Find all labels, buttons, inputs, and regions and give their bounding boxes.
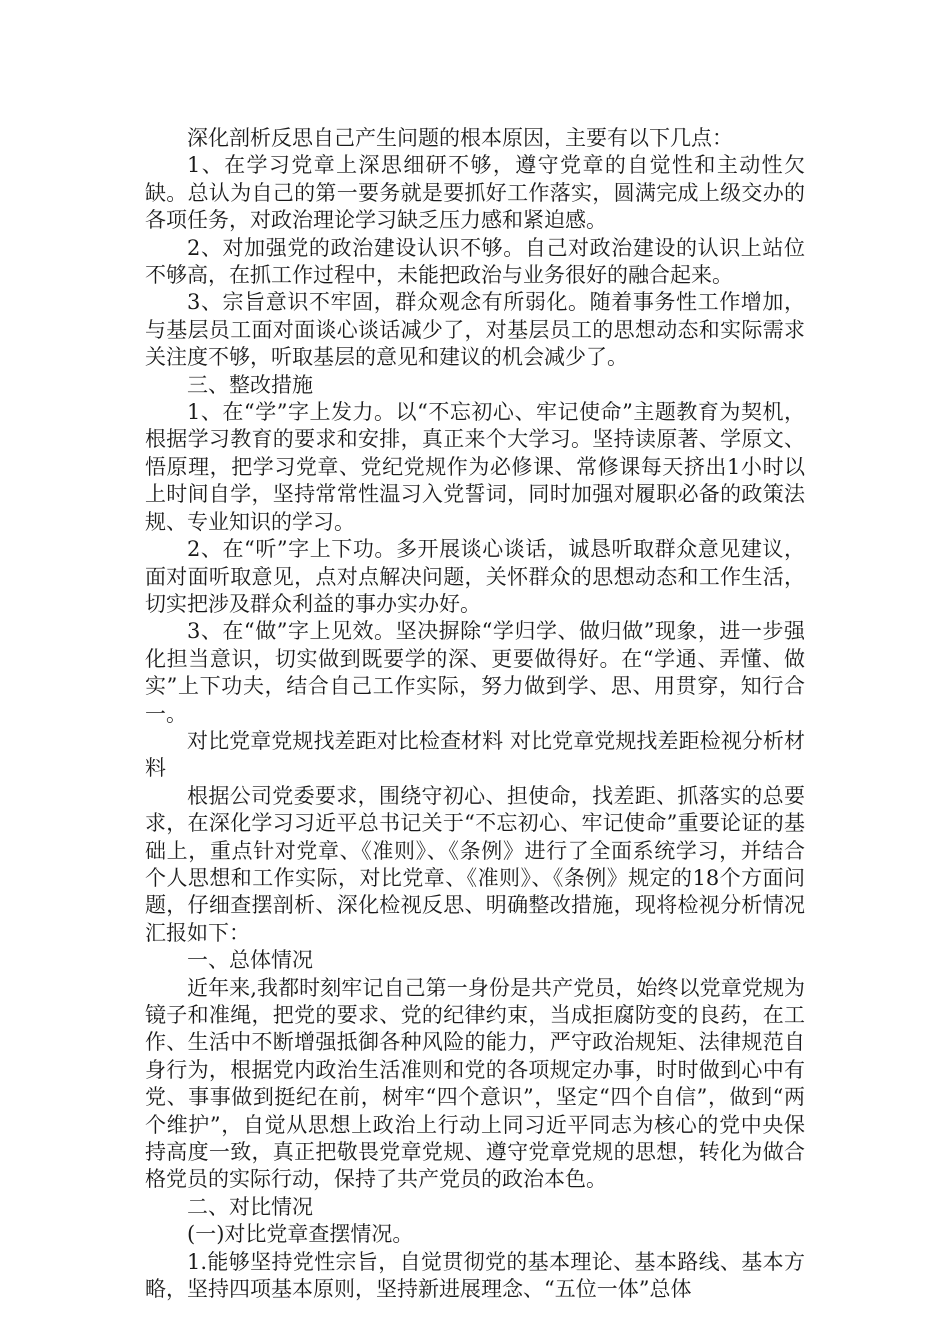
heading-document-title: 对比党章党规找差距对比检查材料 对比党章党规找差距检视分析材料 [145,728,805,781]
paragraph-cause-3: 3、宗旨意识不牢固，群众观念有所弱化。随着事务性工作增加，与基层员工面对面谈心谈话减少了，对基层员工的思想动态和实际需求关注度不够，听取基层的意见和建议的机会减少了。 [145,290,805,370]
paragraph-measure-1: 1、在“学”字上发力。以“不忘初心、牢记使命”主题教育为契机，根据学习教育的要求和安排，真正来个大学习。坚持读原著、学原文、悟原理，把学习党章、党纪党规作为必修课、常修课每天挤出1小时以上时间自学，坚持常常性温习入党誓词，同时加强对履职必备的政策法规、专业知识的学习。 [145,400,805,534]
paragraph-comparison-item-1: 1.能够坚持党性宗旨，自觉贯彻党的基本理论、基本路线、基本方略，坚持四项基本原则，坚持新进展理念、“五位一体”总体 [145,1249,805,1302]
paragraph-report-intro: 根据公司党委要求，围绕守初心、担使命，找差距、抓落实的总要求，在深化学习习近平总书记关于“不忘初心、牢记使命”重要论证的基础上，重点针对党章、《准则》、《条例》进行了全面系统学习，并结合个人思想和工作实际，对比党章、《准则》、《条例》规定的18个方面问题，仔细查摆剖析、深化检视反思、明确整改措施，现将检视分析情况汇报如下： [145,783,805,945]
subheading-party-constitution-comparison: (一)对比党章查摆情况。 [187,1222,414,1247]
paragraph-measure-2: 2、在“听”字上下功。多开展谈心谈话，诚恳听取群众意见建议，面对面听取意见，点对点解决问题，关怀群众的思想动态和工作生活，切实把涉及群众利益的事办实办好。 [145,537,805,616]
heading-overall-situation: 一、总体情况 [187,948,313,973]
paragraph-cause-2: 2、对加强党的政治建设认识不够。自己对政治建设的认识上站位不够高，在抓工作过程中，未能把政治与业务很好的融合起来。 [145,235,805,288]
paragraph-cause-1: 1、在学习党章上深思细研不够，遵守党章的自觉性和主动性欠缺。总认为自己的第一要务就是要抓好工作落实，圆满完成上级交办的各项任务，对政治理论学习缺乏压力感和紧迫感。 [145,153,805,233]
paragraph-measure-3: 3、在“做”字上见效。坚决摒除“学归学、做归做”现象，进一步强化担当意识，切实做到既要学的深、更要做得好。在“学通、弄懂、做实”上下功夫，结合自己工作实际，努力做到学、思、用贯穿，知行合一。 [145,619,805,726]
document-body [145,125,805,1303]
heading-comparison: 二、对比情况 [187,1194,313,1219]
paragraph-overall-situation: 近年来,我都时刻牢记自己第一身份是共产党员，始终以党章党规为镜子和准绳，把党的要求、党的纪律约束，当成拒腐防变的良药，在工作、生活中不断增强抵御各种风险的能力，严守政治规矩、法律规范自身行为，根据党内政治生活准则和党的各项规定办事，时时做到心中有党、事事做到挺纪在前，树牢“四个意识”，坚定“四个自信”，做到“两个维护”，自觉从思想上政治上行动上同习近平同志为核心的党中央保持高度一致，真正把敬畏党章党规、遵守党章党规的思想，转化为做合格党员的实际行动，保持了共产党员的政治本色。 [145,975,805,1192]
heading-rectification-measures: 三、整改措施 [187,372,313,397]
paragraph-root-causes-intro: 深化剖析反思自己产生问题的根本原因，主要有以下几点： [187,126,733,150]
